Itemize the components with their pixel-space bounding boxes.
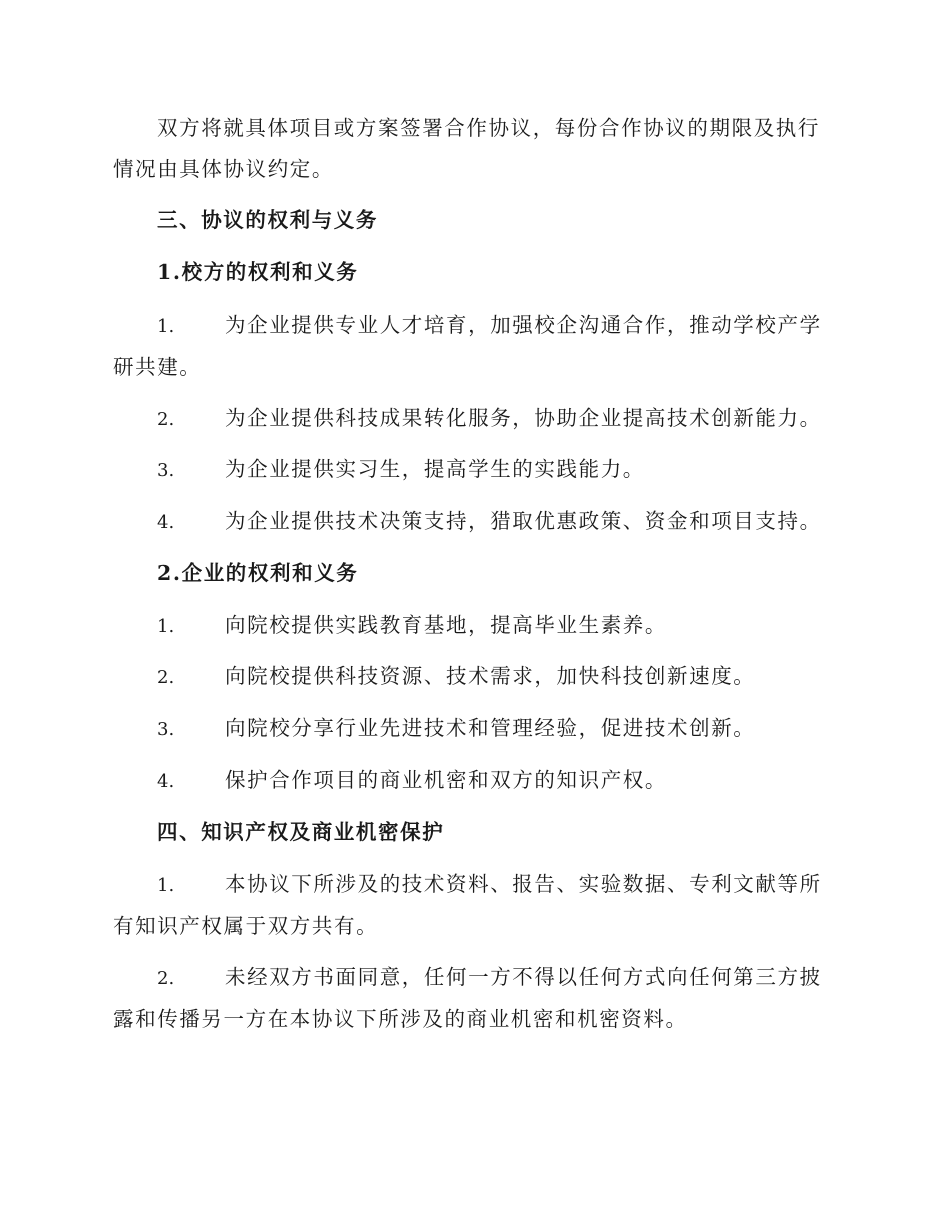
item-text: 为企业提供实习生，提高学生的实践能力。 (225, 457, 645, 481)
section-3-heading: 三、协议的权利与义务 (157, 208, 378, 232)
company-rights-heading: 2.企业的权利和义务 (157, 561, 359, 585)
list-item (113, 708, 833, 750)
item-text: 保护合作项目的商业机密和双方的知识产权。 (225, 768, 667, 792)
item-number: 4. (157, 771, 175, 792)
list-item (113, 957, 833, 1040)
list-item (113, 398, 833, 440)
intro-paragraph (113, 108, 833, 190)
item-number: 2. (157, 667, 175, 688)
intro-text: 双方将就具体项目或方案签署合作协议，每份合作协议的期限及执行情况由具体协议约定。 (113, 116, 820, 181)
list-item (113, 864, 833, 947)
item-text: 向院校分享行业先进技术和管理经验，促进技术创新。 (225, 716, 756, 740)
list-item (113, 760, 833, 802)
item-number: 2. (157, 409, 175, 430)
item-text: 向院校提供实践教育基地，提高毕业生素养。 (225, 613, 667, 637)
list-item (113, 305, 833, 388)
item-text: 向院校提供科技资源、技术需求，加快科技创新速度。 (225, 664, 756, 688)
item-text: 为企业提供科技成果转化服务，协助企业提高技术创新能力。 (225, 406, 822, 430)
item-text: 为企业提供技术决策支持，猎取优惠政策、资金和项目支持。 (225, 509, 822, 533)
list-item (113, 656, 833, 698)
item-text: 未经双方书面同意，任何一方不得以任何方式向任何第三方披露和传播另一方在本协议下所涉及的商业机密和机密资料。 (113, 965, 822, 1031)
item-number: 4. (157, 512, 175, 533)
list-item (113, 605, 833, 647)
school-rights-heading: 1.校方的权利和义务 (157, 260, 359, 284)
item-number: 1. (157, 316, 175, 337)
item-number: 1. (157, 616, 175, 637)
item-number: 3. (157, 719, 175, 740)
item-text: 为企业提供专业人才培育，加强校企沟通合作，推动学校产学研共建。 (113, 313, 822, 379)
item-number: 3. (157, 460, 175, 481)
section-4-heading: 四、知识产权及商业机密保护 (157, 820, 445, 844)
item-text: 本协议下所涉及的技术资料、报告、实验数据、专利文献等所有知识产权属于双方共有。 (113, 872, 822, 938)
item-number: 1. (157, 875, 175, 896)
list-item (113, 449, 833, 491)
list-item (113, 501, 833, 543)
item-number: 2. (157, 968, 175, 989)
